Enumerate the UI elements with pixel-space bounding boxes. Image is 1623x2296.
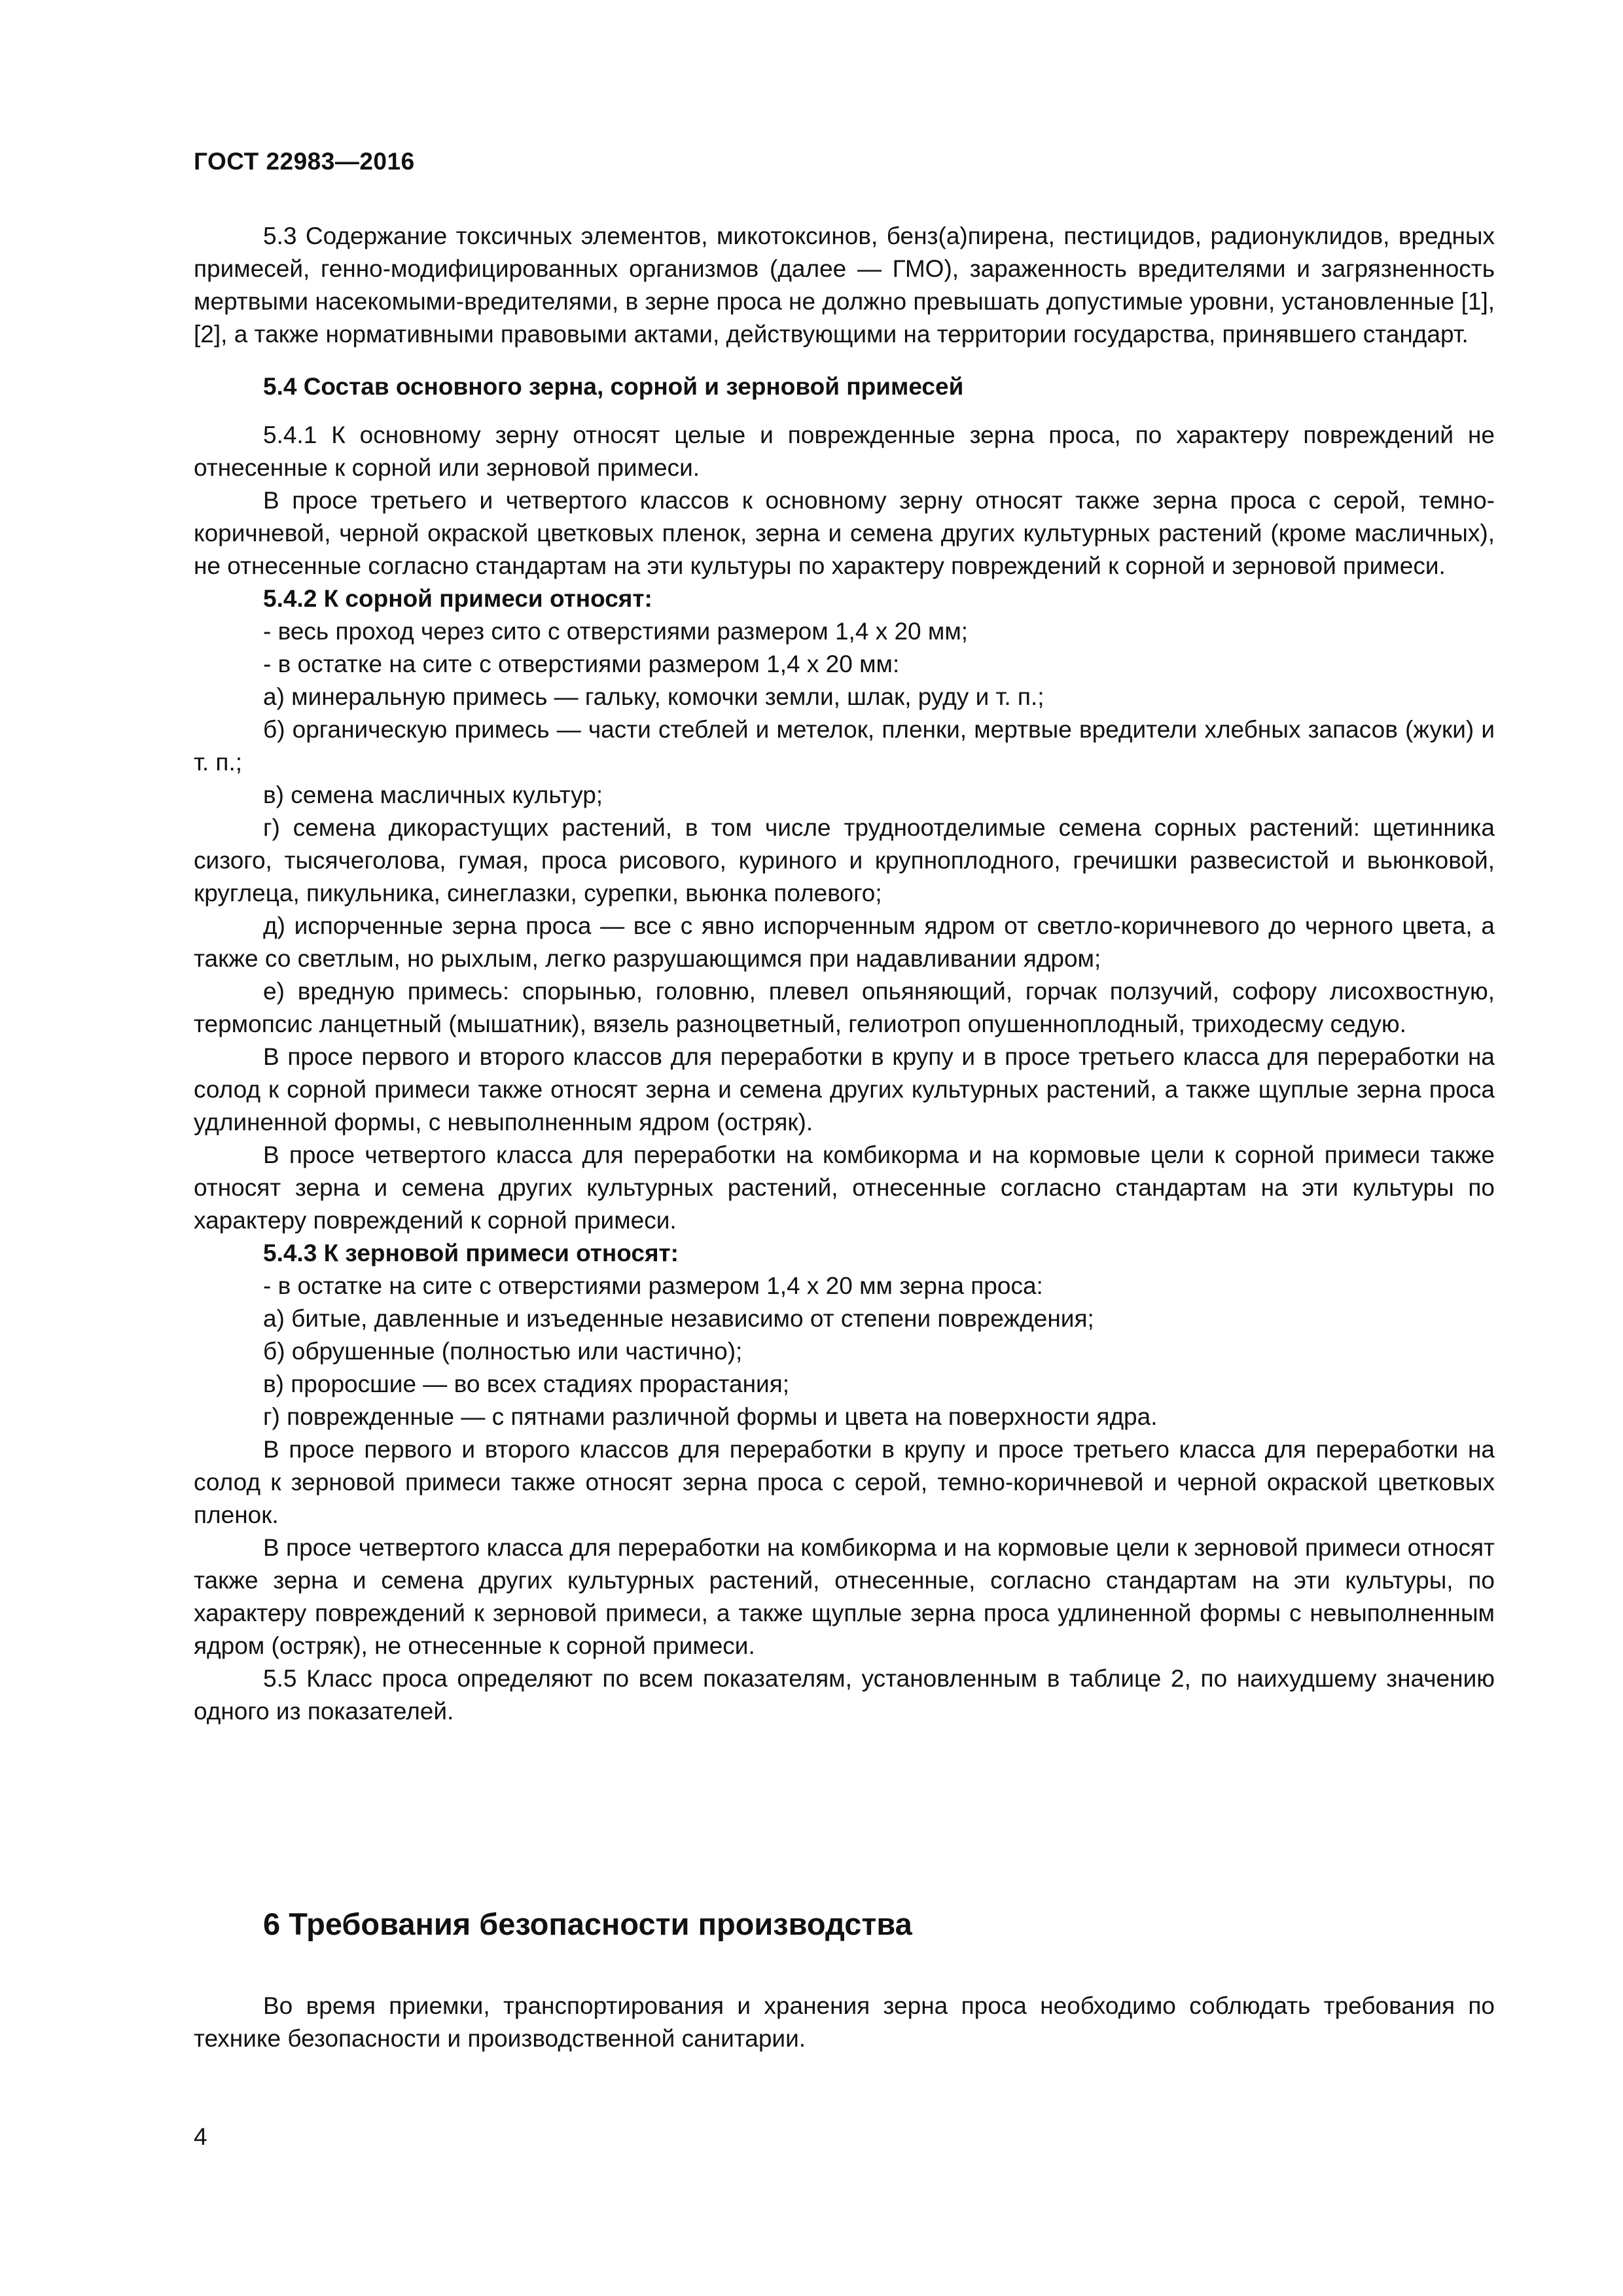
list-item: а) минеральную примесь — гальку, комочки земли, шлак, руду и т. п.;	[263, 683, 1044, 710]
list-item: д) испорченные зерна проса — все с явно испорченным ядром от светло-коричневого до черного цвета, а также со светлым, но рыхлым, легко разрушающимся при надавливании ядром;	[194, 912, 1495, 972]
paragraph-5-4-3-y: В просе четвертого класса для переработки на комбикорма и на кормовые цели к зерновой примеси относят также зерна и семена других культурных растений, отнесенные, согласно стандартам на эти культуры, по характеру повреждений к зерновой примеси, а также щуплые зерна проса удлиненной формы с невыполненным ядром (остряк), не отнесенные к сорной примеси.	[194, 1534, 1495, 1659]
list-item: б) обрушенные (полностью или частично);	[263, 1338, 743, 1365]
list-item: б) органическую примесь — части стеблей и метелок, пленки, мертвые вредители хлебных запасов (жуки) и т. п.;	[194, 716, 1495, 776]
paragraph-5-4-1-b: В просе третьего и четвертого классов к основному зерну относят также зерна проса с серой, темно-коричневой, черной окраской цветковых пленок, зерна и семена других культурных растений (кроме масличных), не отнесенные согласно стандартам на эти культуры по характеру повреждений к сорной и зерновой примеси.	[194, 487, 1495, 579]
section-heading-5-4: 5.4 Состав основного зерна, сорной и зерновой примесей	[263, 373, 964, 400]
list-item: г) поврежденные — с пятнами различной формы и цвета на поверхности ядра.	[263, 1403, 1158, 1430]
section-6-body	[194, 1990, 1495, 2055]
paragraph-6: Во время приемки, транспортирования и хранения зерна проса необходимо соблюдать требования по технике безопасности и производственной санитарии.	[194, 1992, 1495, 2052]
page-number: 4	[194, 2123, 207, 2150]
section-heading-6: 6 Требования безопасности производства	[263, 1907, 912, 1941]
list-item: а) битые, давленные и изъеденные независимо от степени повреждения;	[263, 1305, 1094, 1332]
list-item: - в остатке на сите с отверстиями размером 1,4 х 20 мм:	[263, 651, 900, 677]
list-item: - весь проход через сито с отверстиями размером 1,4 х 20 мм;	[263, 618, 969, 645]
document-header: ГОСТ 22983—2016	[194, 148, 415, 175]
paragraph-5-4-1: 5.4.1 К основному зерну относят целые и поврежденные зерна проса, по характеру повреждений не отнесенные к сорной или зерновой примеси.	[194, 422, 1495, 481]
subheading-5-4-2: 5.4.2 К сорной примеси относят:	[263, 585, 652, 612]
list-item: в) семена масличных культур;	[263, 781, 603, 808]
paragraph-5-3: 5.3 Содержание токсичных элементов, микотоксинов, бенз(а)пирена, пестицидов, радионуклидов, вредных примесей, генно-модифицированных организмов (далее — ГМО), зараженность вредителями и загрязненность мертвыми насекомыми-вредителями, в зерне проса не должно превышать допустимые уровни, установленные [1], [2], а также нормативными правовыми актами, действующими на территории государства, принявшего стандарт.	[194, 223, 1495, 348]
list-item: - в остатке на сите с отверстиями размером 1,4 х 20 мм зерна проса:	[263, 1272, 1043, 1299]
paragraph-5-4-3-x: В просе первого и второго классов для переработки в крупу и просе третьего класса для переработки на солод к зерновой примеси также относят зерна проса с серой, темно-коричневой и черной окраской цветковых пленок.	[194, 1436, 1495, 1528]
subheading-5-4-3: 5.4.3 К зерновой примеси относят:	[263, 1240, 679, 1266]
list-item: е) вредную примесь: спорынью, головню, плевел опьяняющий, горчак ползучий, софору лисохвостную, термопсис ланцетный (мышатник), вязель разноцветный, гелиотроп опушенноплодный, триходесму седую.	[194, 978, 1495, 1037]
paragraph-5-4-2-x: В просе первого и второго классов для переработки в крупу и в просе третьего класса для переработки на солод к сорной примеси также относят зерна и семена других культурных растений, а также щуплые зерна проса удлиненной формы, с невыполненным ядром (остряк).	[194, 1043, 1495, 1136]
list-item: г) семена дикорастущих растений, в том числе трудноотделимые семена сорных растений: щетинника сизого, тысячеголова, гумая, проса рисового, куриного и крупноплодного, гречишки развесистой и вьюнковой, круглеца, пикульника, синеглазки, сурепки, вьюнка полевого;	[194, 814, 1495, 906]
document-body	[194, 220, 1495, 1728]
list-item: в) проросшие — во всех стадиях прорастания;	[263, 1371, 790, 1397]
paragraph-5-4-2-y: В просе четвертого класса для переработки на комбикорма и на кормовые цели к сорной примеси также относят зерна и семена других культурных растений, отнесенные согласно стандартам на эти культуры по характеру повреждений к сорной примеси.	[194, 1141, 1495, 1234]
paragraph-5-5: 5.5 Класс проса определяют по всем показателям, установленным в таблице 2, по наихудшему значению одного из показателей.	[194, 1665, 1495, 1725]
